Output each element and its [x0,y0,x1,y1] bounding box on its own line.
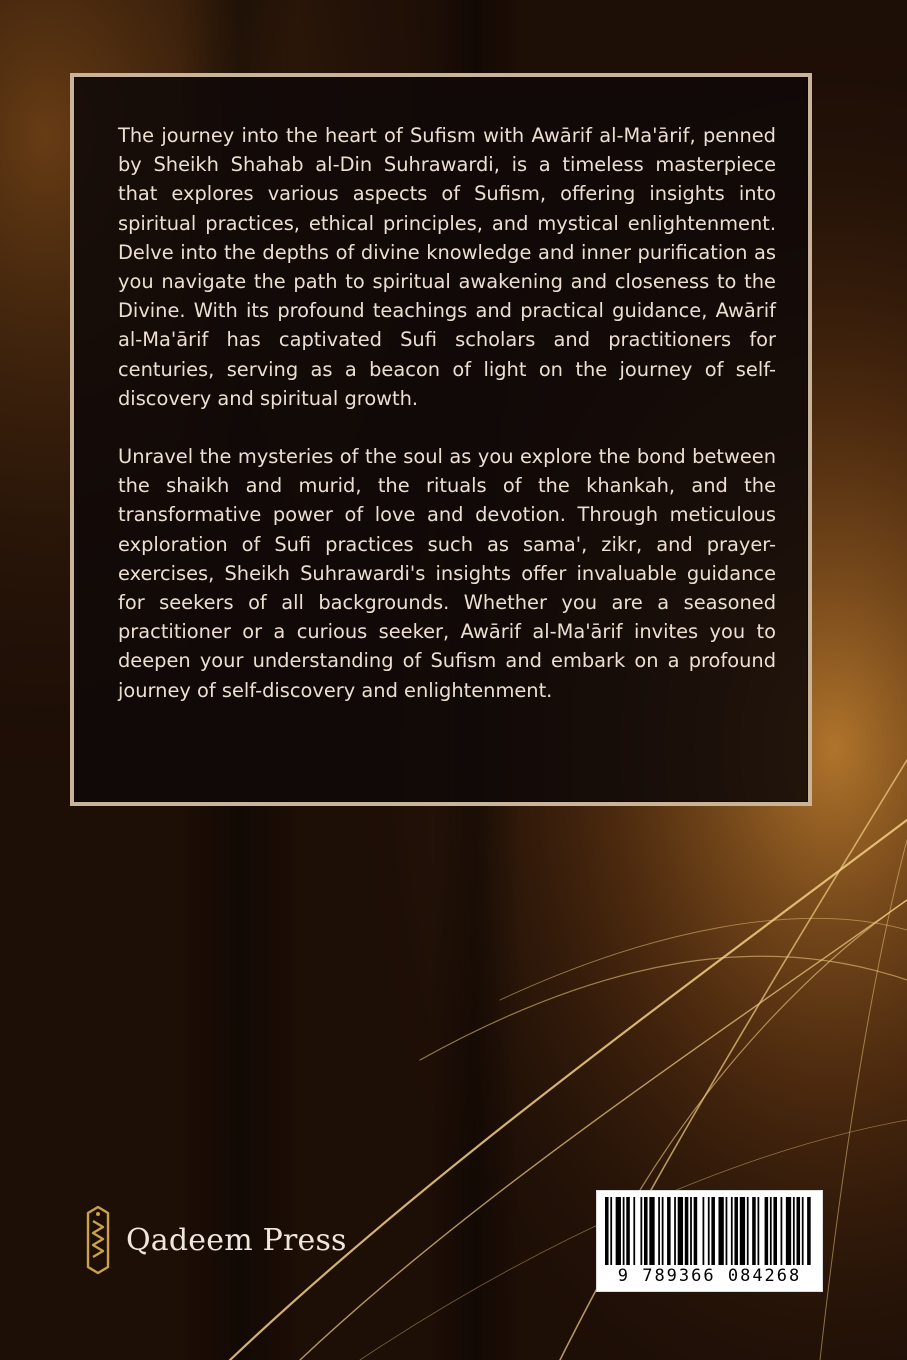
qadeem-press-logo-icon [82,1205,114,1275]
barcode-bar [752,1197,756,1265]
barcode-bar [690,1197,692,1265]
barcode-bar [793,1197,795,1265]
barcode-bar [633,1197,635,1265]
barcode-bars [605,1197,816,1265]
barcode-bar [740,1197,745,1265]
barcode-bar [757,1197,759,1265]
barcode-bar [667,1197,671,1265]
publisher-mark [82,1205,347,1275]
barcode-bar [802,1197,804,1265]
isbn-barcode [596,1190,823,1292]
barcode-bar [708,1197,710,1265]
description-panel [70,73,812,806]
barcode-bar [626,1197,630,1265]
barcode-bar [770,1197,772,1265]
barcode-bar [674,1197,676,1265]
barcode-bar [731,1197,733,1265]
barcode-bar [718,1197,723,1265]
barcode-bar [640,1197,642,1265]
barcode-bar [678,1197,683,1265]
barcode-bar [703,1197,705,1265]
book-description [118,121,776,705]
description-paragraph-1: The journey into the heart of Sufism with Awārif al-Ma'ārif, penned by Sheikh Shahab al-Din Suhrawardi, is a timeless masterpiece that explores various aspects of Sufism, offering insights into spiritual practices, ethical principles, and mystical enlightenment. Delve into the depths of divine knowledge and inner purification as you navigate the path to spiritual awakening and closeness to the Divine. With its profound teachings and practical guidance, Awārif al-Ma'ārif has captivated Sufi scholars and practitioners for centuries, serving as a beacon of light on the journey of self-discovery and spiritual growth. [118,124,776,410]
barcode-bar [726,1197,728,1265]
barcode-bar [807,1197,811,1265]
barcode-bar [685,1197,689,1265]
barcode-bar [649,1197,654,1265]
barcode-bar [773,1197,777,1265]
barcode-bar [747,1197,749,1265]
barcode-bar [623,1197,625,1265]
barcode-bar [765,1197,769,1265]
barcode-bar [658,1197,660,1265]
publisher-name: Qadeem Press [126,1222,347,1258]
barcode-bar [616,1197,621,1265]
barcode-bar [711,1197,715,1265]
barcode-bar [662,1197,664,1265]
barcode-bar [644,1197,648,1265]
description-paragraph-2: Unravel the mysteries of the soul as you explore the bond between the shaikh and murid, the rituals of the khankah, and the transformative power of love and devotion. Through meticulous exploration of Sufi practices such as sama', zikr, and prayer-exercises, Sheikh Suhrawardi's insights offer invaluable guidance for seekers of all backgrounds. Whether you are a seasoned practitioner or a curious seeker, Awārif al-Ma'ārif invites you to deepen your understanding of Sufism and embark on a profound journey of self-discovery and enlightenment. [118,445,776,702]
isbn-number: 9 789366 084268 [617,1266,802,1286]
barcode-bar [797,1197,801,1265]
barcode-bar [605,1197,609,1265]
barcode-bar [694,1197,698,1265]
barcode-bar [786,1197,791,1265]
barcode-bar [734,1197,738,1265]
barcode-bar [610,1197,612,1265]
barcode-bar [781,1197,783,1265]
